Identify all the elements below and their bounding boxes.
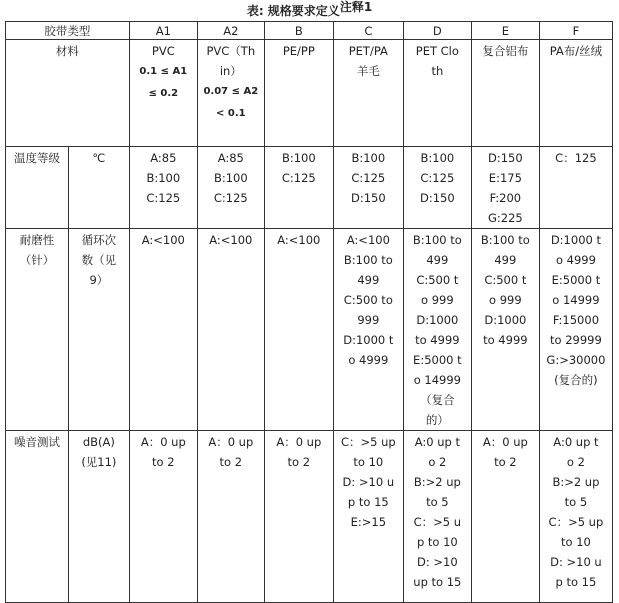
- material-name: th: [431, 64, 444, 78]
- cell-line: 的）: [425, 413, 449, 427]
- cell-line: E:5000 t: [551, 273, 601, 287]
- noise-cell: [129, 431, 197, 603]
- abrasion-cell: [471, 229, 539, 431]
- material-name: in）: [219, 64, 242, 78]
- cell-line: A:0 up t: [414, 435, 460, 449]
- title-note: 注释1: [339, 0, 373, 14]
- thickness-spec: < 0.1: [216, 108, 246, 119]
- temperature-label: 温度等级: [6, 147, 69, 229]
- material-name: PET Clo: [415, 44, 459, 58]
- abrasion-unit: [68, 229, 129, 431]
- cell-line: C:125: [351, 171, 386, 185]
- material-name: 复合铝布: [482, 44, 529, 58]
- cell-line: to 2: [219, 455, 243, 469]
- material-cell: [197, 40, 264, 147]
- abrasion-cell: [129, 229, 197, 431]
- material-name: PVC: [151, 44, 175, 58]
- cell-line: D: >10: [417, 555, 458, 569]
- cell-line: C：>5 up: [340, 435, 396, 449]
- cell-line: E:175: [488, 171, 522, 185]
- cell-line: （复合: [420, 393, 455, 407]
- abrasion-cell: [197, 229, 264, 431]
- material-cell: [471, 40, 539, 147]
- cell-line: 循环次: [81, 233, 117, 247]
- cell-line: o 4999: [555, 253, 596, 267]
- cell-line: B:100 to: [480, 233, 530, 247]
- cell-line: D:150: [350, 191, 386, 205]
- cell-line: （针）: [19, 253, 55, 267]
- cell-line: 数（见: [81, 253, 117, 267]
- material-name: PVC（Th: [206, 44, 256, 58]
- cell-line: G:225: [487, 211, 523, 225]
- cell-line: p to 10: [416, 535, 458, 549]
- header-type-b: B: [264, 22, 333, 40]
- cell-line: A：0 up: [482, 435, 528, 449]
- material-row: [6, 40, 613, 147]
- material-name: PET/PA: [348, 44, 388, 58]
- cell-line: C:500 t: [416, 273, 459, 287]
- cell-line: A：0 up: [276, 435, 322, 449]
- cell-line: B:100: [351, 151, 386, 165]
- cell-line: B:>2 up: [413, 475, 461, 489]
- cell-line: D: >10 u: [550, 555, 602, 569]
- noise-row: [6, 431, 613, 603]
- temperature-unit: ℃: [68, 147, 129, 229]
- cell-line: 9）: [89, 273, 109, 287]
- temperature-cell: [333, 147, 403, 229]
- cell-line: A:<100: [141, 233, 185, 247]
- cell-line: D: >10 u: [342, 475, 395, 489]
- header-type-f: F: [539, 22, 612, 40]
- cell-line: to 4999: [415, 333, 460, 347]
- cell-line: G:>30000: [546, 353, 606, 367]
- cell-line: 耐磨性: [19, 233, 55, 247]
- cell-line: B:100 to: [412, 233, 462, 247]
- abrasion-cell: [539, 229, 612, 431]
- cell-line: o 2: [566, 455, 585, 469]
- cell-line: o 14999: [413, 373, 461, 387]
- temperature-cell: [264, 147, 333, 229]
- temperature-cell: [471, 147, 539, 229]
- cell-line: E:>15: [350, 515, 387, 529]
- cell-line: C:500 to: [343, 293, 393, 307]
- noise-unit: [68, 431, 129, 603]
- cell-line: B:100: [420, 151, 455, 165]
- cell-line: (复合的): [554, 373, 598, 387]
- cell-line: E:5000 t: [413, 353, 462, 367]
- header-type-c: C: [333, 22, 403, 40]
- cell-line: A:<100: [277, 233, 321, 247]
- cell-line: B:100: [213, 171, 248, 185]
- cell-line: F:15000: [552, 313, 600, 327]
- cell-line: C：>5 u: [413, 515, 462, 529]
- material-name: PA布/丝绒: [549, 44, 603, 58]
- cell-line: A:0 up t: [553, 435, 599, 449]
- cell-line: to 4999: [483, 333, 528, 347]
- cell-line: A：0 up: [208, 435, 254, 449]
- noise-cell: [197, 431, 264, 603]
- cell-line: C:125: [213, 191, 248, 205]
- cell-line: C:500 t: [484, 273, 527, 287]
- abrasion-cell: [333, 229, 403, 431]
- cell-line: A:85: [150, 151, 177, 165]
- cell-line: o 4999: [348, 353, 389, 367]
- cell-line: D:1000 t: [550, 233, 601, 247]
- abrasion-label: [6, 229, 69, 431]
- header-type-d: D: [403, 22, 471, 40]
- cell-line: o 999: [489, 293, 522, 307]
- header-row: [6, 22, 613, 40]
- header-type-a2: A2: [197, 22, 264, 40]
- cell-line: B:100 to: [343, 253, 393, 267]
- cell-line: to 5: [426, 495, 449, 509]
- material-cell: [539, 40, 612, 147]
- cell-line: C:125: [146, 191, 181, 205]
- noise-cell: [539, 431, 612, 603]
- cell-line: to 2: [287, 455, 311, 469]
- material-label: 材料: [6, 40, 130, 147]
- cell-line: A:<100: [209, 233, 253, 247]
- temperature-cell: [539, 147, 612, 229]
- cell-line: dB(A): [82, 435, 115, 449]
- temperature-cell: [403, 147, 471, 229]
- cell-line: B:100: [281, 151, 316, 165]
- table-title: [0, 2, 619, 19]
- cell-line: to 2: [494, 455, 517, 469]
- cell-line: A:<100: [346, 233, 390, 247]
- noise-cell: [471, 431, 539, 603]
- temperature-cell: [129, 147, 197, 229]
- material-cell: [264, 40, 333, 147]
- abrasion-cell: [264, 229, 333, 431]
- cell-line: C：125: [555, 151, 597, 165]
- cell-line: to 10: [561, 535, 591, 549]
- cell-line: p to 15: [555, 575, 597, 589]
- cell-line: 499: [357, 273, 380, 287]
- cell-line: B:100: [146, 171, 181, 185]
- temperature-cell: [197, 147, 264, 229]
- cell-line: o 14999: [552, 293, 600, 307]
- thickness-spec: 0.1 ≤ A1: [139, 66, 188, 77]
- thickness-spec: 0.07 ≤ A2: [203, 86, 259, 97]
- material-cell: [333, 40, 403, 147]
- cell-line: o 2: [428, 455, 447, 469]
- cell-line: to 2: [152, 455, 175, 469]
- material-cell: [129, 40, 197, 147]
- cell-line: p to 15: [347, 495, 389, 509]
- noise-cell: [333, 431, 403, 603]
- header-type-a1: A1: [129, 22, 197, 40]
- abrasion-cell: [403, 229, 471, 431]
- cell-line: B:>2 up: [552, 475, 600, 489]
- thickness-spec: ≤ 0.2: [148, 88, 179, 99]
- noise-cell: [403, 431, 471, 603]
- cell-line: D:150: [420, 191, 455, 205]
- header-label: 胶带类型: [6, 22, 130, 40]
- noise-label: 噪音测试: [6, 431, 69, 603]
- spec-table: [5, 21, 613, 603]
- cell-line: (见11): [81, 455, 117, 469]
- cell-line: 499: [426, 253, 449, 267]
- cell-line: C:125: [420, 171, 455, 185]
- cell-line: F:200: [489, 191, 522, 205]
- cell-line: to 10: [353, 455, 384, 469]
- cell-line: C：>5 up: [548, 515, 604, 529]
- material-name: 羊毛: [356, 64, 380, 78]
- cell-line: 999: [357, 313, 380, 327]
- cell-line: D:1000: [484, 313, 527, 327]
- cell-line: D:1000: [416, 313, 459, 327]
- temperature-row: [6, 147, 613, 229]
- cell-line: to 29999: [550, 333, 602, 347]
- cell-line: D:150: [488, 151, 523, 165]
- material-name: PE/PP: [282, 44, 315, 58]
- noise-cell: [264, 431, 333, 603]
- material-cell: [403, 40, 471, 147]
- abrasion-row: [6, 229, 613, 431]
- cell-line: D:1000 t: [343, 333, 394, 347]
- cell-line: up to 15: [413, 575, 462, 589]
- title-text: 表: 规格要求定义: [246, 4, 340, 18]
- cell-line: A：0 up: [140, 435, 186, 449]
- cell-line: A:85: [217, 151, 244, 165]
- header-type-e: E: [471, 22, 539, 40]
- cell-line: C:125: [281, 171, 316, 185]
- cell-line: o 999: [421, 293, 454, 307]
- cell-line: 499: [494, 253, 517, 267]
- cell-line: to 5: [564, 495, 588, 509]
